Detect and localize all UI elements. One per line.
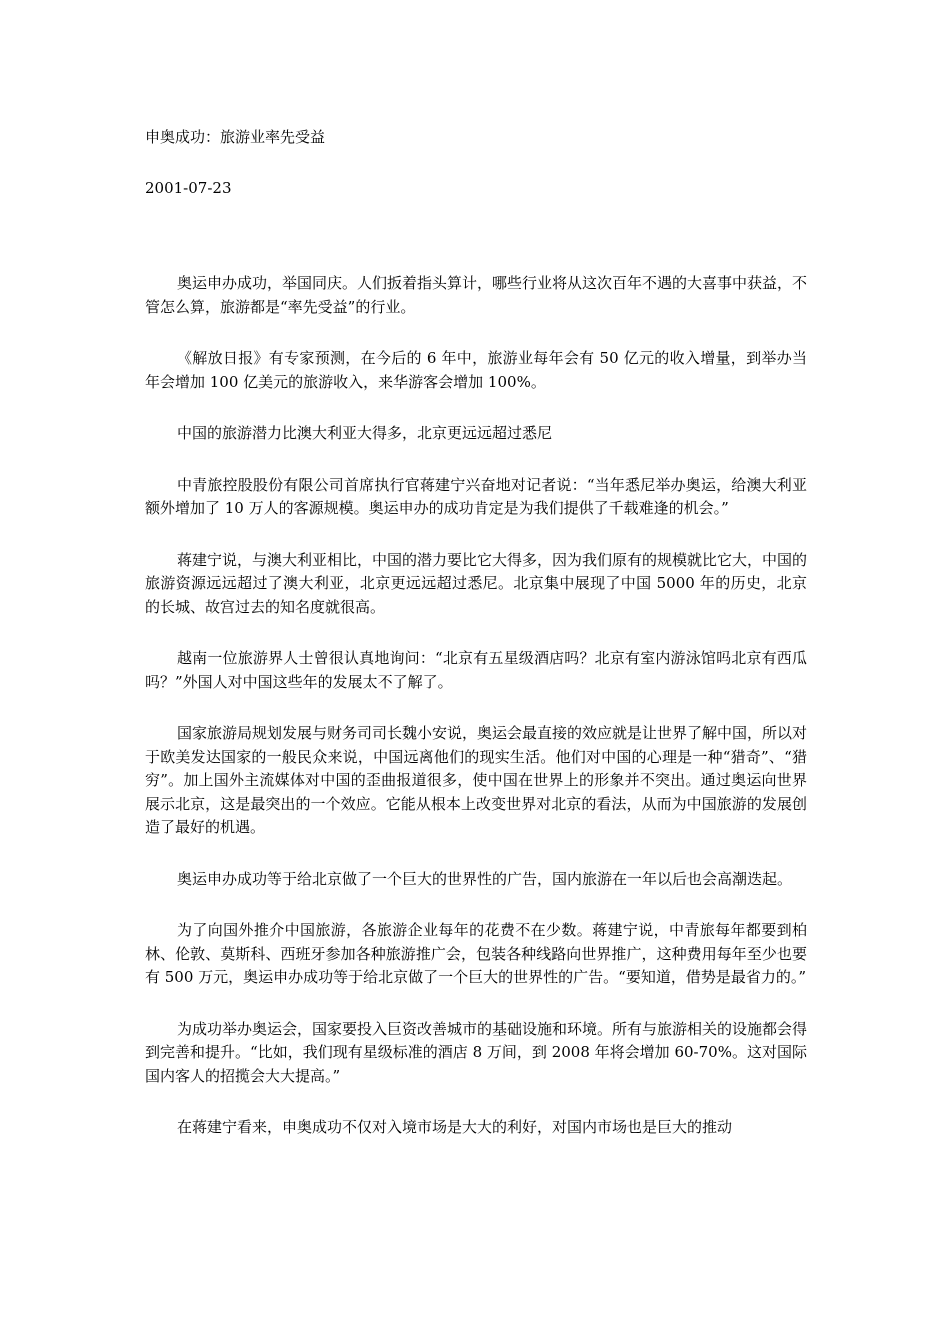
paragraph: 越南一位旅游界人士曾很认真地询问：“北京有五星级酒店吗？北京有室内游泳馆吗北京有西瓜吗？”外国人对中国这些年的发展太不了解了。	[145, 649, 807, 691]
paragraph: 在蒋建宁看来，申奥成功不仅对入境市场是大大的利好，对国内市场也是巨大的推动	[177, 1118, 733, 1136]
paragraph: 《解放日报》有专家预测，在今后的 6 年中，旅游业每年会有 50 亿元的收入增量，到举办当年会增加 100 亿美元的旅游收入，来华游客会增加 100%。	[145, 349, 807, 391]
section-heading: 中国的旅游潜力比澳大利亚大得多，北京更远远超过悉尼	[177, 424, 553, 442]
paragraph: 中青旅控股股份有限公司首席执行官蒋建宁兴奋地对记者说：“当年悉尼举办奥运，给澳大利亚额外增加了 10 万人的客源规模。奥运申办的成功肯定是为我们提供了千载难逢的机会。”	[145, 475, 807, 517]
paragraph: 蒋建宁说，与澳大利亚相比，中国的潜力要比它大得多，因为我们原有的规模就比它大，中国的旅游资源远远超过了澳大利亚，北京更远远超过悉尼。北京集中展现了中国 5000 年的历史，北京的长城、故宫过去的知名度就很高。	[145, 550, 808, 616]
paragraph: 奥运申办成功，举国同庆。人们扳着指头算计，哪些行业将从这次百年不遇的大喜事中获益，不管怎么算，旅游都是“率先受益”的行业。	[145, 274, 808, 316]
paragraph: 奥运申办成功等于给北京做了一个巨大的世界性的广告，国内旅游在一年以后也会高潮迭起。	[177, 869, 793, 888]
article-body	[145, 272, 807, 1168]
paragraph: 国家旅游局规划发展与财务司司长魏小安说，奥运会最直接的效应就是让世界了解中国，所以对于欧美发达国家的一般民众来说，中国远离他们的现实生活。他们对中国的心理是一种“猎奇”、“猎穷”。加上国外主流媒体对中国的歪曲报道很多，使中国在世界上的形象并不突出。通过奥运向世界展示北京，这是最突出的一个效应。它能从根本上改变世界对北京的看法，从而为中国旅游的发展创造了最好的机遇。	[145, 724, 808, 836]
document-date: 2001-07-23	[145, 179, 232, 197]
paragraph: 为了向国外推介中国旅游，各旅游企业每年的花费不在少数。蒋建宁说，中青旅每年都要到柏林、伦敦、莫斯科、西班牙参加各种旅游推广会，包装各种线路向世界推广，这种费用每年至少也要有 500 万元，奥运申办成功等于给北京做了一个巨大的世界性的广告。“要知道，借势是最省力的。”	[145, 921, 807, 986]
document-title: 申奥成功：旅游业率先受益	[145, 128, 326, 146]
paragraph: 为成功举办奥运会，国家要投入巨资改善城市的基础设施和环境。所有与旅游相关的设施都会得到完善和提升。“比如，我们现有星级标准的酒店 8 万间，到 2008 年将会增加 60-70%。这对国际国内客人的招揽会大大提高。”	[145, 1019, 808, 1085]
